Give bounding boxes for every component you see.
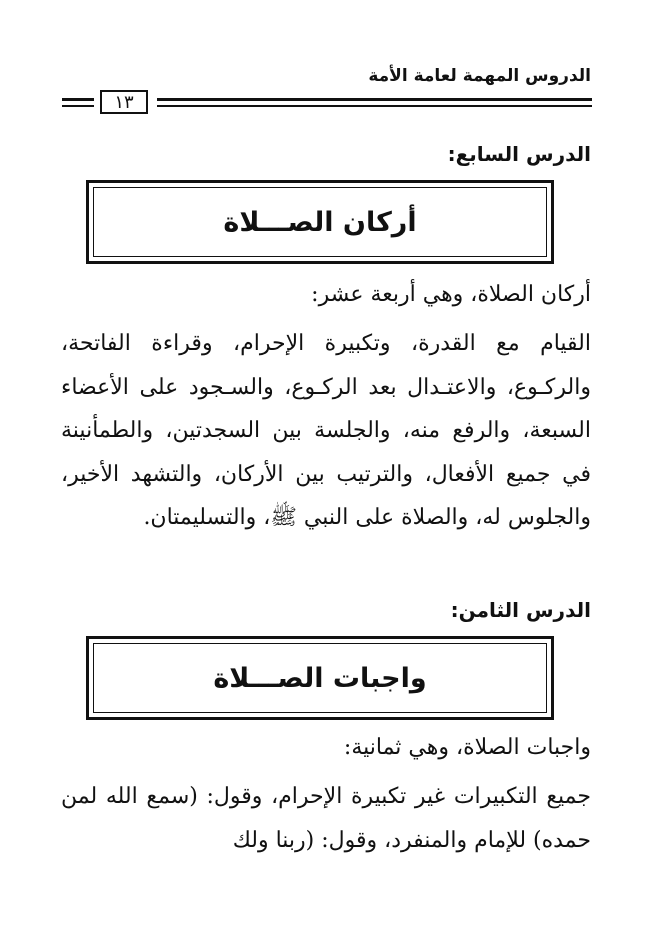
lesson-7-intro: أركان الصلاة، وهي أربعة عشر: (311, 282, 591, 307)
lesson-8-title-frame (86, 636, 554, 720)
lesson-7-label: الدرس السابع: (447, 142, 591, 166)
lesson-8-label: الدرس الثامن: (450, 598, 591, 622)
lesson-8-intro: واجبات الصلاة، وهي ثمانية: (343, 735, 591, 760)
running-header-title: الدروس المهمة لعامة الأمة (368, 66, 591, 86)
lesson-7-paragraph: القيام مع القدرة، وتكبيرة الإحرام، وقراءة الفاتحة، والركـوع، والاعتـدال بعد الركـوع، والسـجود على الأعضاء السبعة، والرفع منه، والجلسة بين السجدتين، والطمأنينة في جميع الأفعال، والترتيب بين الأركان، والتشهد الأخير، والجلوس له، والصلاة على النبي ﷺ، والتسليمتان. (61, 331, 591, 530)
lesson-8-paragraph: جميع التكبيرات غير تكبيرة الإحرام، وقول: (سمع الله لمن حمده) للإمام والمنفرد، وقول: (ربنا ولك (61, 784, 591, 853)
page-number: ١٣ (100, 90, 148, 114)
lesson-7-title: أركان الصـــلاة (93, 187, 547, 257)
header-rule-right (157, 90, 592, 116)
header-rule-left (62, 90, 94, 116)
lesson-8-title: واجبات الصـــلاة (93, 643, 547, 713)
lesson-7-title-frame (86, 180, 554, 264)
